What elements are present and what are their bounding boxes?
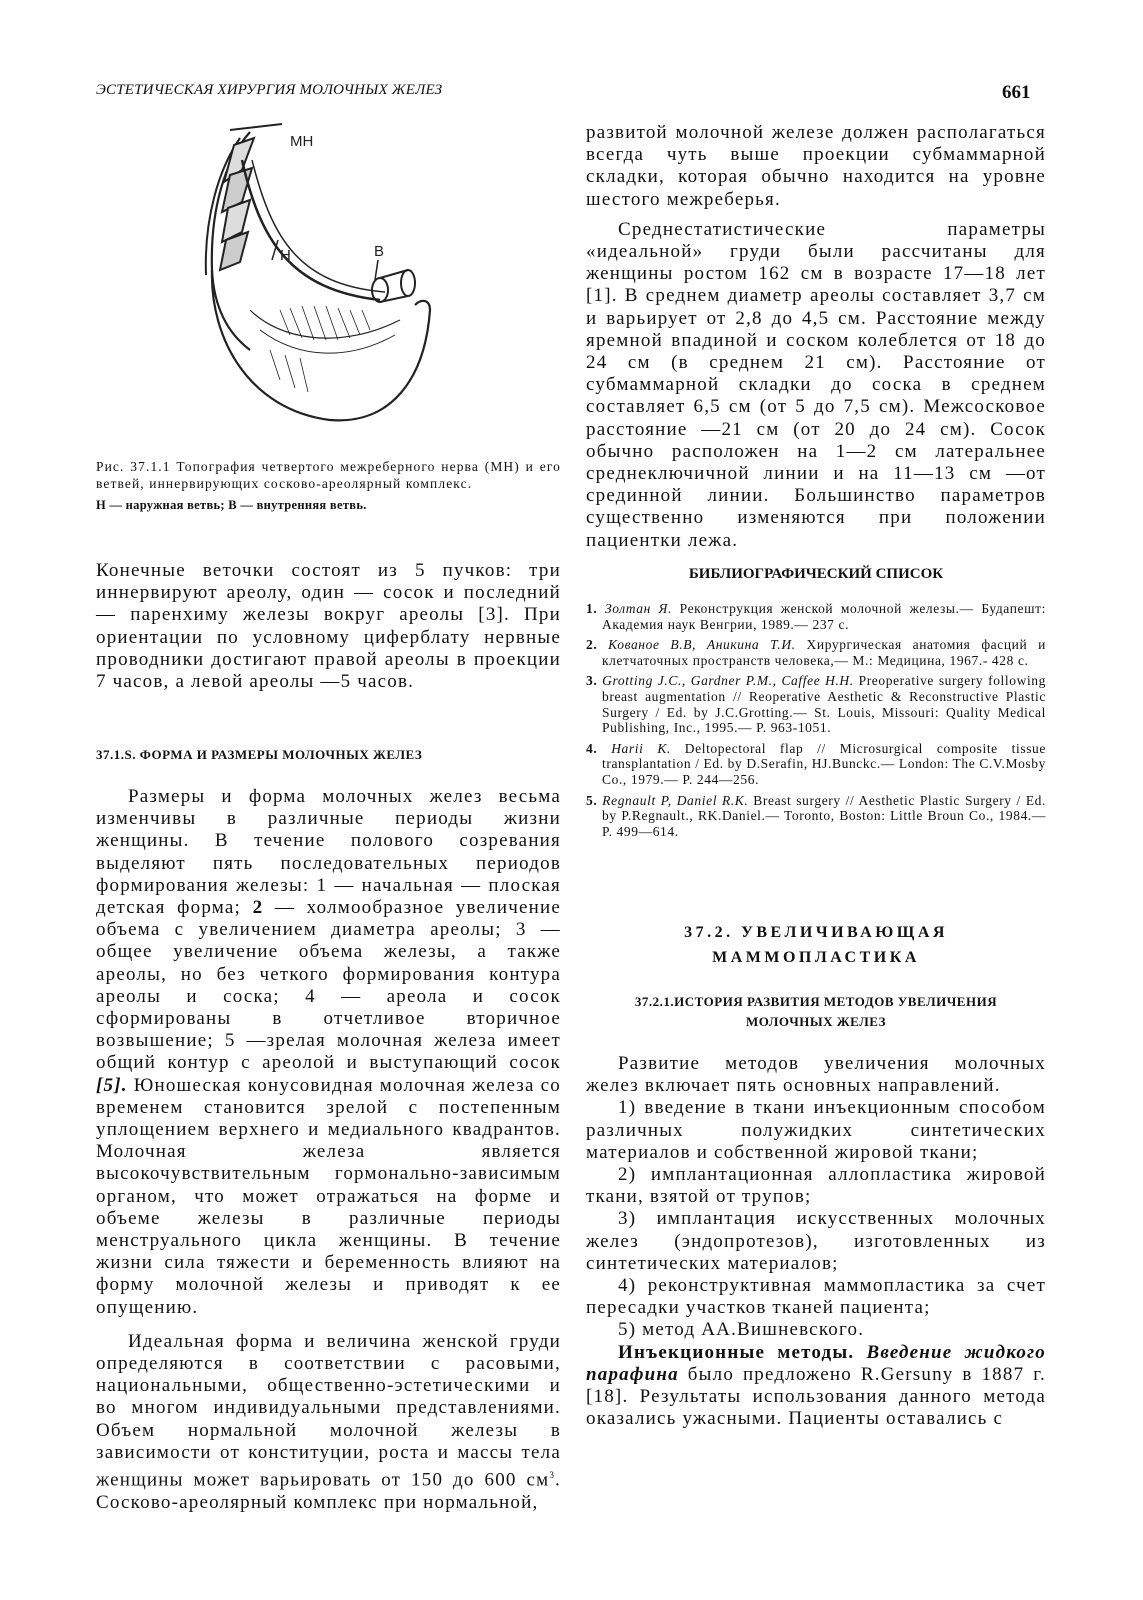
method-list-item: 2) имплантационная аллопластика жировой ткани, взятой от трупов; [586, 1164, 1046, 1208]
figure-label-n: Н [280, 247, 291, 264]
figure-label-mn: МН [290, 133, 314, 150]
right-paragraph-1: развитой молочной железе должен располагаться всегда чуть выше проекции субмаммарной складки, которая обычно находится на уровне шестого межреберья. [586, 122, 1046, 210]
method-list-item: 3) имплантация искусственных молочных желез (эндопротезов), изготовленных из синтетических материалов; [586, 1208, 1046, 1274]
anatomy-figure [190, 120, 475, 440]
chapter-heading-line-1: 37.2. УВЕЛИЧИВАЮЩАЯ [684, 924, 948, 941]
method-list-item: 5) метод АА.Вишневского. [618, 1319, 865, 1341]
p2-ref-5: [5]. [96, 1074, 128, 1096]
bib-item: 3. Grotting J.C., Gardner P.M., Caffee H.H. Preoperative surgery following breast augmentation // Reoperative Aesthetic & Reconstructive Plastic Surgery / Ed. by J.C.Grotting.— St. Louis, Missouri: Quality Medical Publishing, Inc., 1995.— P. 963-1051. [586, 673, 1046, 736]
running-header: ЭСТЕТИЧЕСКАЯ ХИРУРГИЯ МОЛОЧНЫХ ЖЕЛЕЗ [96, 82, 443, 98]
section-heading-shape-size: 37.1.S. ФОРМА И РАЗМЕРЫ МОЛОЧНЫХ ЖЕЛЕЗ [96, 747, 423, 762]
p3-text-a: Идеальная форма и величина женской груди определяются в соответствии с расовыми, национальными, общественно-эстетическими и во многом индивидуальными представлениями. Объем нормальной молочной железы в зависимости от конституции, роста и массы тела женщины может варьировать от 150 до 600 см [96, 1330, 561, 1491]
p3-text-b: . Сосково-ареолярный комплекс при нормальной, [96, 1469, 561, 1513]
p3-superscript: 3 [549, 1470, 556, 1481]
bibliography-heading: БИБЛИОГРАФИЧЕСКИЙ СПИСОК [688, 566, 944, 582]
bib-item: 4. Harii K. Deltopectoral flap // Microsurgical composite tissue transplantation / Ed. by D.Serafin, HJ.Bunckc.— London: The C.V.Mosby Co., 1979.— P. 244—256. [586, 740, 1046, 787]
method-list-item: 4) реконструктивная маммопластика за счет пересадки участков тканей пациента; [586, 1275, 1046, 1319]
p2-text-c: Юношеская конусовидная молочная железа со временем становится зрелой с постепенным уплощением верхнего и медиального квадрантов. Молочная железа является высокочувствительным гормонально-зависимым органом, что может отражаться на форме и объеме железы в различные периоды менструального цикла женщины. В течение жизни сила тяжести и беременность влияют на форму молочной железы и приводят к ее опущению. [96, 1074, 561, 1318]
subsection-heading-line-1: 37.2.1.ИСТОРИЯ РАЗВИТИЯ МЕТОДОВ УВЕЛИЧЕНИЯ [634, 994, 998, 1009]
p2-bold-2: 2 [252, 897, 264, 919]
chapter-heading-line-2: МАММОПЛАСТИКА [712, 949, 920, 966]
right-paragraph-2: Среднестатистические параметры «идеальной» груди были рассчитаны для женщины ростом 162 см в возрасте 17—18 лет [1]. В среднем диаметр ареолы составляет 3,7 см и варьирует от 2,8 до 4,5 см. Расстояние между яремной впадиной и соском колеблется от 18 до 24 см (в среднем 21 см). Расстояние от субмаммарной складки до соска в среднем составляет 6,5 см (от 5 до 7,5 см). Межсосковое расстояние —21 см (от 20 до 24 см). Сосок обычно расположен на 1—2 см латеральнее среднеключичной линии и на 11—13 см —от срединной линии. Большинство параметров существенно изменяются при положении пациентки лежа. [586, 218, 1046, 551]
figure-label-v: В [374, 243, 385, 260]
bib-item: 2. Кованое В.В, Аникина Т.И. Хирургическая анатомия фасций и клетчаточных пространств человека,— М.: Медицина, 1967.- 428 с. [586, 637, 1046, 668]
bibliography-list [586, 601, 1046, 844]
left-paragraph-3 [96, 1331, 561, 1514]
nerve-topography-illustration [190, 120, 475, 440]
method-list-item: 1) введение в ткани инъекционным способом различных полужидких синтетических материалов и собственной жировой ткани; [586, 1097, 1046, 1163]
right-paragraph-3: Развитие методов увеличения молочных желез включает пять основных направлений. [586, 1053, 1046, 1097]
right-paragraph-4: Инъекционные методы. Введение жидкого парафина было предложено R.Gersuny в 1887 г. [18]. Результаты использования данного метода оказались ужасными. Пациенты оставались с [586, 1341, 1046, 1430]
left-paragraph-2 [96, 786, 561, 1319]
figure-legend: Н — наружная ветвь; В — внутренняя ветвь. [96, 498, 367, 512]
bib-item: 5. Regnault P, Daniel R.K. Breast surgery // Aesthetic Plastic Surgery / Ed. by P.Regnault., RK.Daniel.— Toronto, Boston: Little Broun Co., 1984.— P. 499—614. [586, 792, 1046, 839]
subsection-heading-line-2: МОЛОЧНЫХ ЖЕЛЕЗ [746, 1014, 886, 1029]
left-paragraph-1: Конечные веточки состоят из 5 пучков: три иннервируют ареолу, один — сосок и последний — паренхиму железы вокруг ареолы [3]. При ориентации по условному циферблату нервные проводники достигают правой ареолы в проекции 7 часов, а левой ареолы —5 часов. [96, 560, 561, 693]
p2-text-b: — холмообразное увеличение объема с увеличением диаметра ареолы; 3 —общее увеличение объема железы, а также ареолы, но без четкого формирования контура ареолы и соска; 4 — ареола и сосок сформированы в отчетливое вторичное возвышение; 5 —зрелая молочная железа имеет общий контур с ареолой и выступающий сосок [96, 897, 561, 1074]
figure-caption: Рис. 37.1.1 Топография четвертого межреберного нерва (МН) и его ветвей, иннервирующих сосково-ареолярный комплекс. [96, 459, 561, 491]
p2-text-a: Размеры и форма молочных желез весьма изменчивы в различные периоды жизни женщины. В течение полового созревания выделяют пять последовательных периодов формирования железы: 1 — начальная — плоская детская форма; [96, 786, 561, 919]
bib-item: 1. Золтан Я. Реконструкция женской молочной железы.— Будапешт: Академия наук Венгрии, 1989.— 237 с. [586, 601, 1046, 632]
page-number: 661 [1002, 82, 1031, 103]
